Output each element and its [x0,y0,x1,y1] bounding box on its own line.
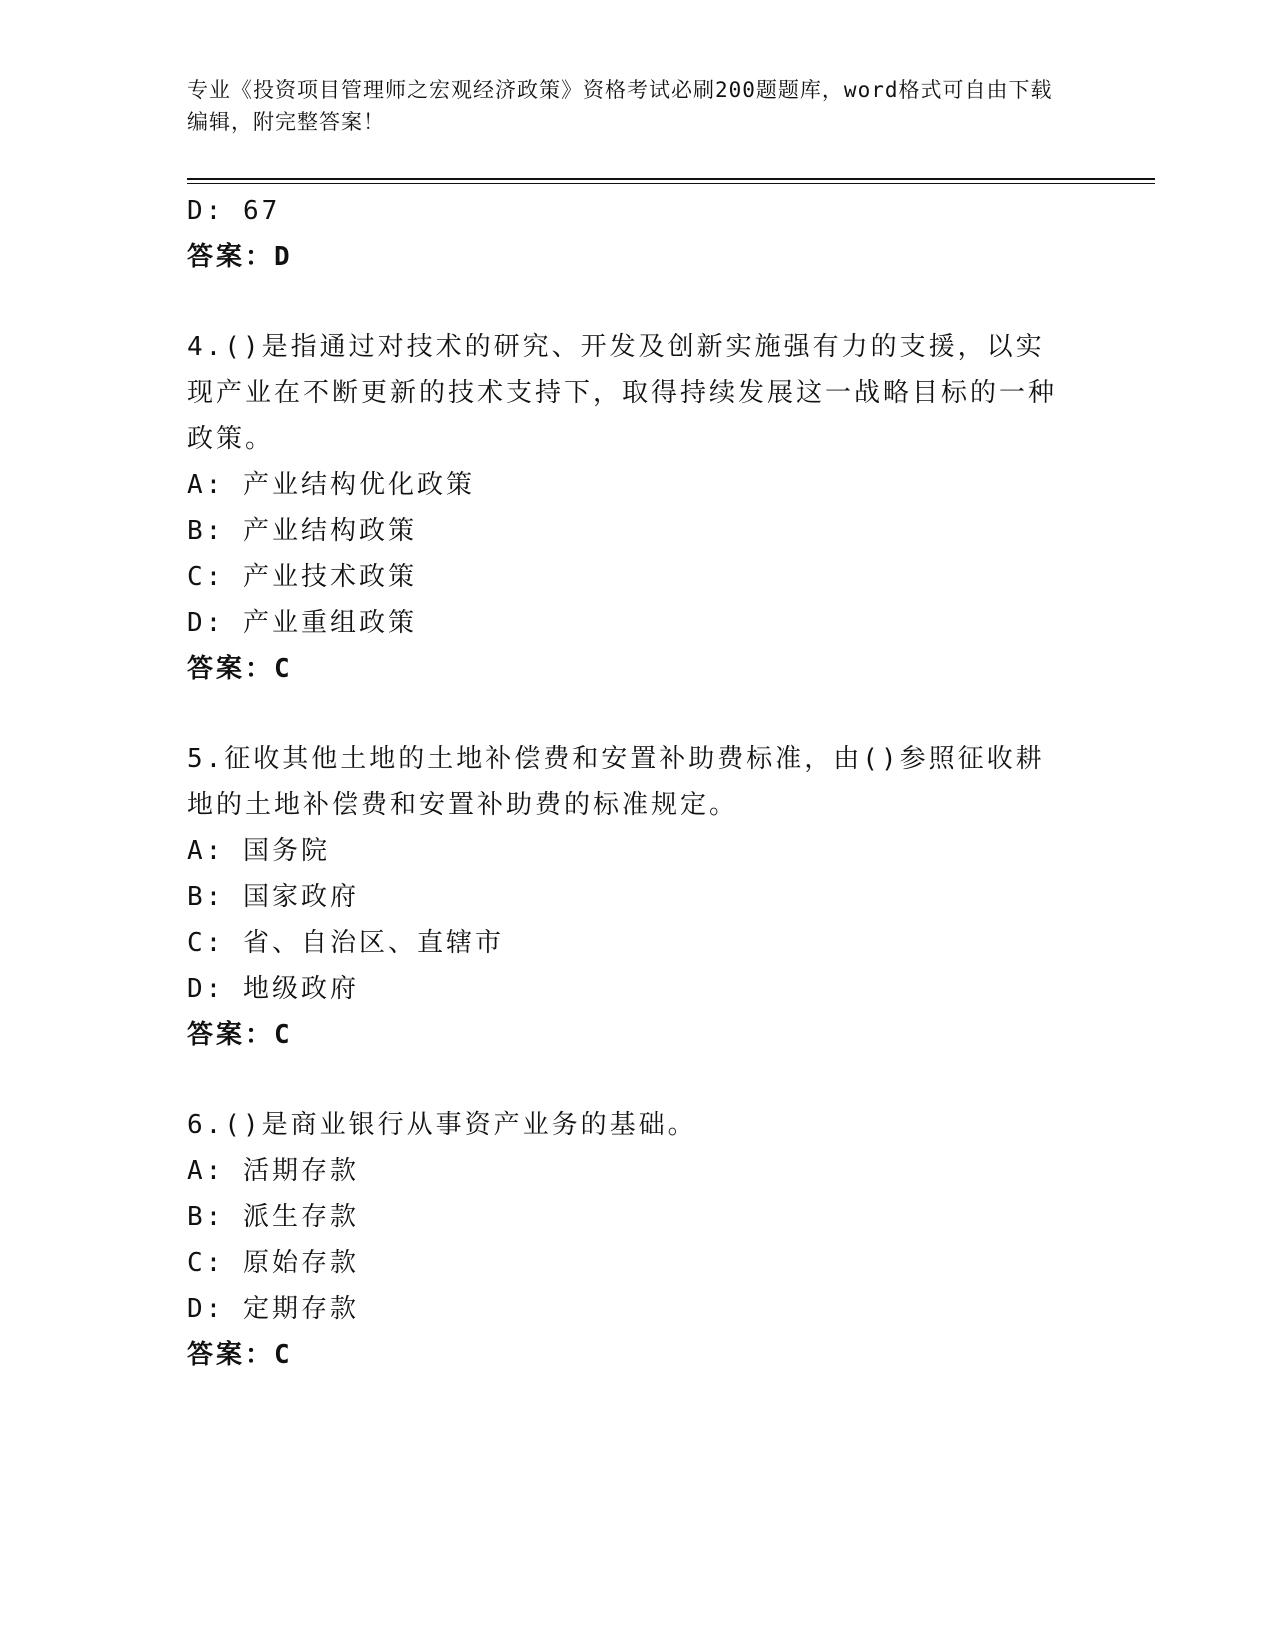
option-c: C: 产业技术政策 [187,562,417,592]
header-divider-thin [187,183,1155,184]
option-b: B: 国家政府 [187,882,359,912]
option-a: A: 产业结构优化政策 [187,470,475,500]
option-d: D: 定期存款 [187,1294,359,1324]
answer-label: 答案：C [187,1020,293,1050]
carryover-question [187,188,1067,280]
header-divider-thick [187,178,1155,180]
option-c: C: 省、自治区、直辖市 [187,928,504,958]
answer-label: 答案：C [187,654,293,684]
question-text: 4.()是指通过对技术的研究、开发及创新实施强有力的支援，以实现产业在不断更新的技术支持下，取得持续发展这一战略目标的一种政策。 [187,332,1058,454]
question-4 [187,324,1067,692]
question-list [187,188,1067,1378]
option-d: D: 地级政府 [187,974,359,1004]
question-text: 5.征收其他土地的土地补偿费和安置补助费标准，由()参照征收耕地的土地补偿费和安置补助费的标准规定。 [187,744,1045,820]
answer-label: 答案：C [187,1340,293,1370]
question-text: 6.()是商业银行从事资产业务的基础。 [187,1110,697,1140]
option-c: C: 原始存款 [187,1248,359,1278]
option-b: B: 产业结构政策 [187,516,417,546]
page-header: 专业《投资项目管理师之宏观经济政策》资格考试必刷200题题库，word格式可自由下载编辑，附完整答案！ [187,78,1053,134]
question-6 [187,1102,1067,1378]
option-d: D: 产业重组政策 [187,608,417,638]
question-5 [187,736,1067,1058]
option-a: A: 国务院 [187,836,330,866]
option-a: A: 活期存款 [187,1156,359,1186]
option-d: D: 67 [187,196,281,226]
answer-label: 答案：D [187,242,293,272]
option-b: B: 派生存款 [187,1202,359,1232]
